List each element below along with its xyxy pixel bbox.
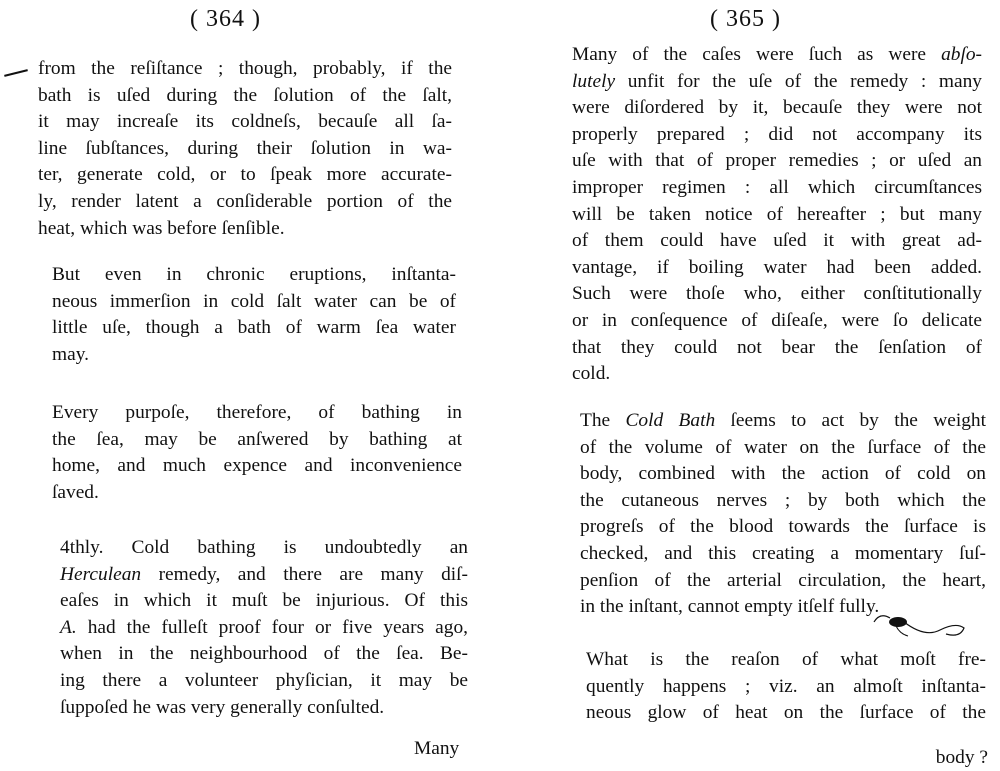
right-page bbox=[500, 0, 1000, 771]
text-line: ſaved. bbox=[52, 481, 99, 503]
text-line: eaſes in which it muſt be injurious. Of this bbox=[60, 590, 468, 612]
text-line: of them could have uſed it with great ad- bbox=[572, 230, 982, 252]
text-line: of the volume of water on the ſurface of the bbox=[580, 436, 986, 458]
text-line bbox=[580, 408, 986, 435]
text-line: bath is uſed during the ſolution of the ſalt, bbox=[38, 84, 452, 106]
paragraph bbox=[38, 56, 452, 242]
text-line: the cutaneous nerves ; by both which the bbox=[580, 489, 986, 511]
text-line: properly prepared ; did not accompany its bbox=[572, 123, 982, 145]
paragraph-final-word: body ? bbox=[935, 747, 988, 768]
text-line: the ſea, may be anſwered by bathing at bbox=[52, 428, 462, 450]
text-line: Such were thoſe who, either conſtitutionally bbox=[572, 283, 982, 305]
text-line: neous immerſion in cold ſalt water can be of bbox=[52, 290, 456, 312]
text-line: progreſs of the blood towards the ſurface is bbox=[580, 516, 986, 538]
catchword: Many bbox=[414, 738, 460, 759]
text-line: from the reſiſtance ; though, probably, if the bbox=[38, 58, 452, 79]
text-span: The bbox=[580, 410, 626, 431]
text-line: cold. bbox=[572, 363, 611, 385]
text-line: penſion of the arterial circulation, the heart, bbox=[580, 569, 986, 591]
text-line: line ſubſtances, during their ſolution in wa- bbox=[38, 137, 452, 159]
text-line: little uſe, though a bath of warm ſea water bbox=[52, 317, 456, 339]
paragraph bbox=[60, 535, 468, 721]
text-line bbox=[60, 615, 468, 642]
text-line: or in conſequence of diſeaſe, were ſo delicate bbox=[572, 309, 982, 331]
text-line: checked, and this creating a momentary ſuſ- bbox=[580, 542, 986, 564]
italic-word: Herculean bbox=[60, 563, 142, 585]
text-line: body, combined with the action of cold on bbox=[580, 463, 986, 485]
italic-word: A. bbox=[60, 616, 77, 638]
italic-word: abſo- bbox=[941, 44, 982, 65]
margin-mark bbox=[4, 69, 28, 77]
text-line: neous glow of heat on the ſurface of the bbox=[586, 702, 986, 724]
text-line: heat, which was before ſenſible. bbox=[38, 217, 285, 239]
text-line bbox=[572, 69, 982, 96]
text-line: will be taken notice of hereafter ; but many bbox=[572, 203, 982, 225]
text-line: uſe with that of proper remedies ; or uſed an bbox=[572, 150, 982, 172]
text-span: unfit for the uſe of the remedy : many bbox=[615, 70, 982, 92]
text-line: improper regimen : all which circumſtances bbox=[572, 176, 982, 198]
text-line: were diſordered by it, becauſe they were not bbox=[572, 97, 982, 119]
text-span: Many of the caſes were ſuch as were bbox=[572, 44, 942, 65]
ink-blot-mark bbox=[870, 608, 970, 644]
paragraph bbox=[586, 647, 986, 727]
italic-word: Cold Bath bbox=[625, 410, 716, 431]
text-span: remedy, and there are many diſ- bbox=[141, 563, 468, 585]
text-line: in the inſtant, cannot empty itſelf fully. bbox=[580, 596, 880, 618]
text-line bbox=[572, 42, 982, 69]
text-line: home, and much expence and inconvenience bbox=[52, 455, 462, 477]
text-line bbox=[60, 562, 468, 589]
text-line: What is the reaſon of what moſt fre- bbox=[586, 649, 986, 670]
text-line: it may increaſe its coldneſs, becauſe all ſa- bbox=[38, 111, 452, 133]
text-span: had the fulleſt proof four or five years ago, bbox=[76, 616, 468, 638]
text-line: ſuppoſed he was very generally conſulted. bbox=[60, 696, 385, 718]
paragraph bbox=[572, 42, 982, 388]
page-number: ( 365 ) bbox=[710, 6, 781, 32]
text-line: may. bbox=[52, 343, 89, 365]
text-line: quently happens ; viz. an almoſt inſtanta- bbox=[586, 675, 986, 697]
text-line: ing there a volunteer phyſician, it may be bbox=[60, 669, 468, 691]
text-line: vantage, if boiling water had been added. bbox=[572, 256, 982, 278]
text-line: Every purpoſe, therefore, of bathing in bbox=[52, 402, 462, 423]
text-line: 4thly. Cold bathing is undoubtedly an bbox=[60, 537, 468, 558]
text-line: ter, generate cold, or to ſpeak more accurate- bbox=[38, 164, 452, 186]
text-span: ſeems to act by the weight bbox=[715, 410, 987, 431]
text-line: ly, render latent a conſiderable portion of the bbox=[38, 190, 452, 212]
text-line: when in the neighbourhood of the ſea. Be- bbox=[60, 643, 468, 665]
paragraph bbox=[52, 400, 462, 506]
italic-word: lutely bbox=[572, 70, 616, 92]
paragraph bbox=[580, 408, 986, 621]
text-line: But even in chronic eruptions, inſtanta- bbox=[52, 264, 456, 285]
text-line: that they could not bear the ſenſation of bbox=[572, 336, 982, 358]
page-number: ( 364 ) bbox=[190, 6, 261, 32]
paragraph bbox=[52, 262, 456, 368]
